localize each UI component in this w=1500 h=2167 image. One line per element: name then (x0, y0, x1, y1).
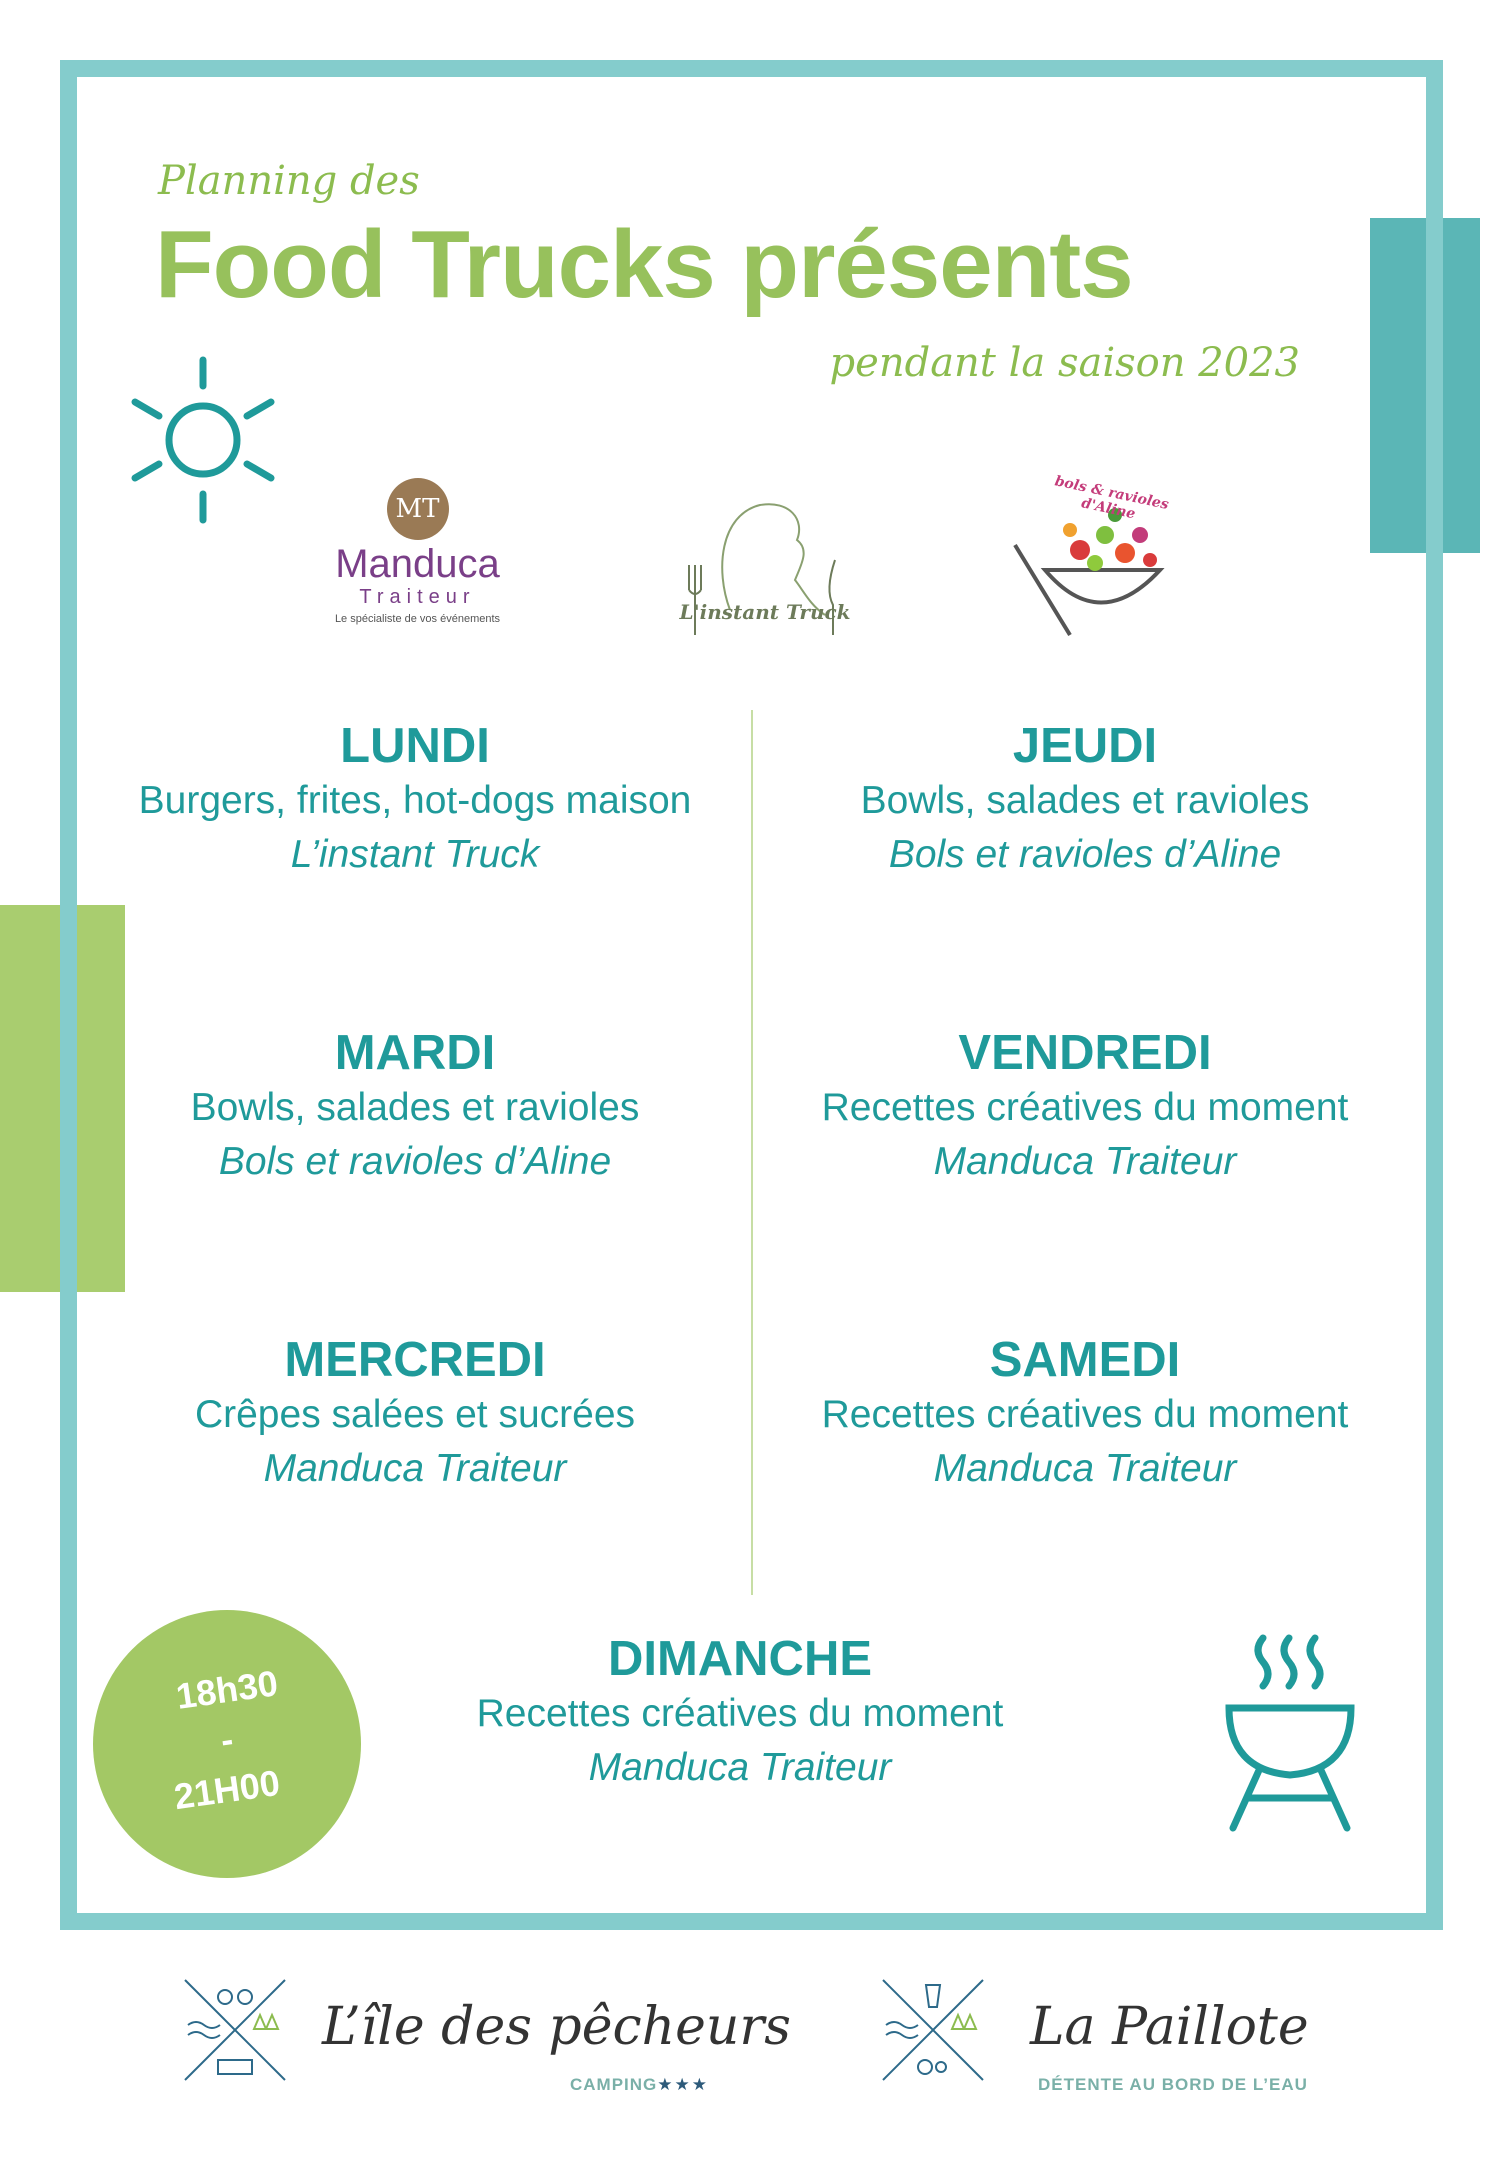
hours-start: 18h30 (173, 1662, 281, 1717)
logo-instant-truck (675, 470, 855, 650)
day-name: SAMEDI (989, 1333, 1181, 1387)
day-menu: Bowls, salades et ravioles (860, 779, 1310, 822)
day-mercredi (75, 1332, 755, 1496)
day-menu: Burgers, frites, hot-dogs maison (138, 779, 692, 822)
header-subtitle: pendant la saison 2023 (829, 340, 1300, 386)
hours-separator: - (218, 1718, 236, 1761)
day-name: MARDI (334, 1026, 496, 1080)
day-truck: L’instant Truck (290, 833, 540, 876)
manduca-badge: MT (387, 478, 449, 540)
day-samedi (745, 1332, 1425, 1496)
header-kicker: Planning des (158, 158, 420, 204)
paillote-emblem-icon (878, 1975, 988, 2085)
opening-hours-badge (93, 1610, 361, 1878)
day-name: DIMANCHE (607, 1632, 873, 1686)
day-truck: Manduca Traiteur (588, 1746, 892, 1789)
logo-manduca-traiteur (305, 478, 530, 628)
day-truck: Manduca Traiteur (263, 1447, 567, 1490)
day-jeudi (745, 718, 1425, 882)
brand-name: La Paillote (1030, 1997, 1309, 2057)
brand-name: L’île des pêcheurs (322, 1997, 791, 2057)
day-lundi (75, 718, 755, 882)
day-name: JEUDI (1012, 719, 1158, 773)
day-menu: Recettes créatives du moment (476, 1692, 1004, 1735)
day-truck: Manduca Traiteur (933, 1447, 1237, 1490)
manduca-sub: Traiteur (359, 586, 476, 608)
day-menu: Bowls, salades et ravioles (190, 1086, 640, 1129)
day-menu: Recettes créatives du moment (821, 1086, 1349, 1129)
day-mardi (75, 1025, 755, 1189)
camping-emblem-icon (180, 1975, 290, 2085)
day-name: MERCREDI (284, 1333, 546, 1387)
day-truck: Bols et ravioles d’Aline (218, 1140, 612, 1183)
day-menu: Recettes créatives du moment (821, 1393, 1349, 1436)
day-truck: Manduca Traiteur (933, 1140, 1237, 1183)
day-menu: Crêpes salées et sucrées (194, 1393, 636, 1436)
day-name: LUNDI (340, 719, 490, 773)
day-vendredi (745, 1025, 1425, 1189)
manduca-tagline: Le spécialiste de vos événements (334, 613, 501, 625)
logo-bols-ravioles-aline (1000, 475, 1180, 645)
brand-tagline (570, 2075, 709, 2095)
camping-label: CAMPING (570, 2075, 658, 2094)
manduca-name: Manduca (335, 542, 500, 586)
sun-icon (125, 352, 285, 532)
aline-name: bols & ravioles d'Aline (1053, 473, 1171, 523)
rating-stars: ★★★ (657, 2075, 710, 2094)
brand-tagline: DÉTENTE AU BORD DE L’EAU (1038, 2075, 1308, 2094)
day-name: VENDREDI (958, 1026, 1212, 1080)
day-truck: Bols et ravioles d’Aline (888, 833, 1282, 876)
instant-truck-name: L'instant Truck (679, 600, 851, 624)
barbecue-icon (1215, 1630, 1365, 1835)
hours-end: 21H00 (171, 1761, 283, 1818)
page-title: Food Trucks présents (155, 211, 1133, 318)
day-dimanche (400, 1631, 1080, 1795)
